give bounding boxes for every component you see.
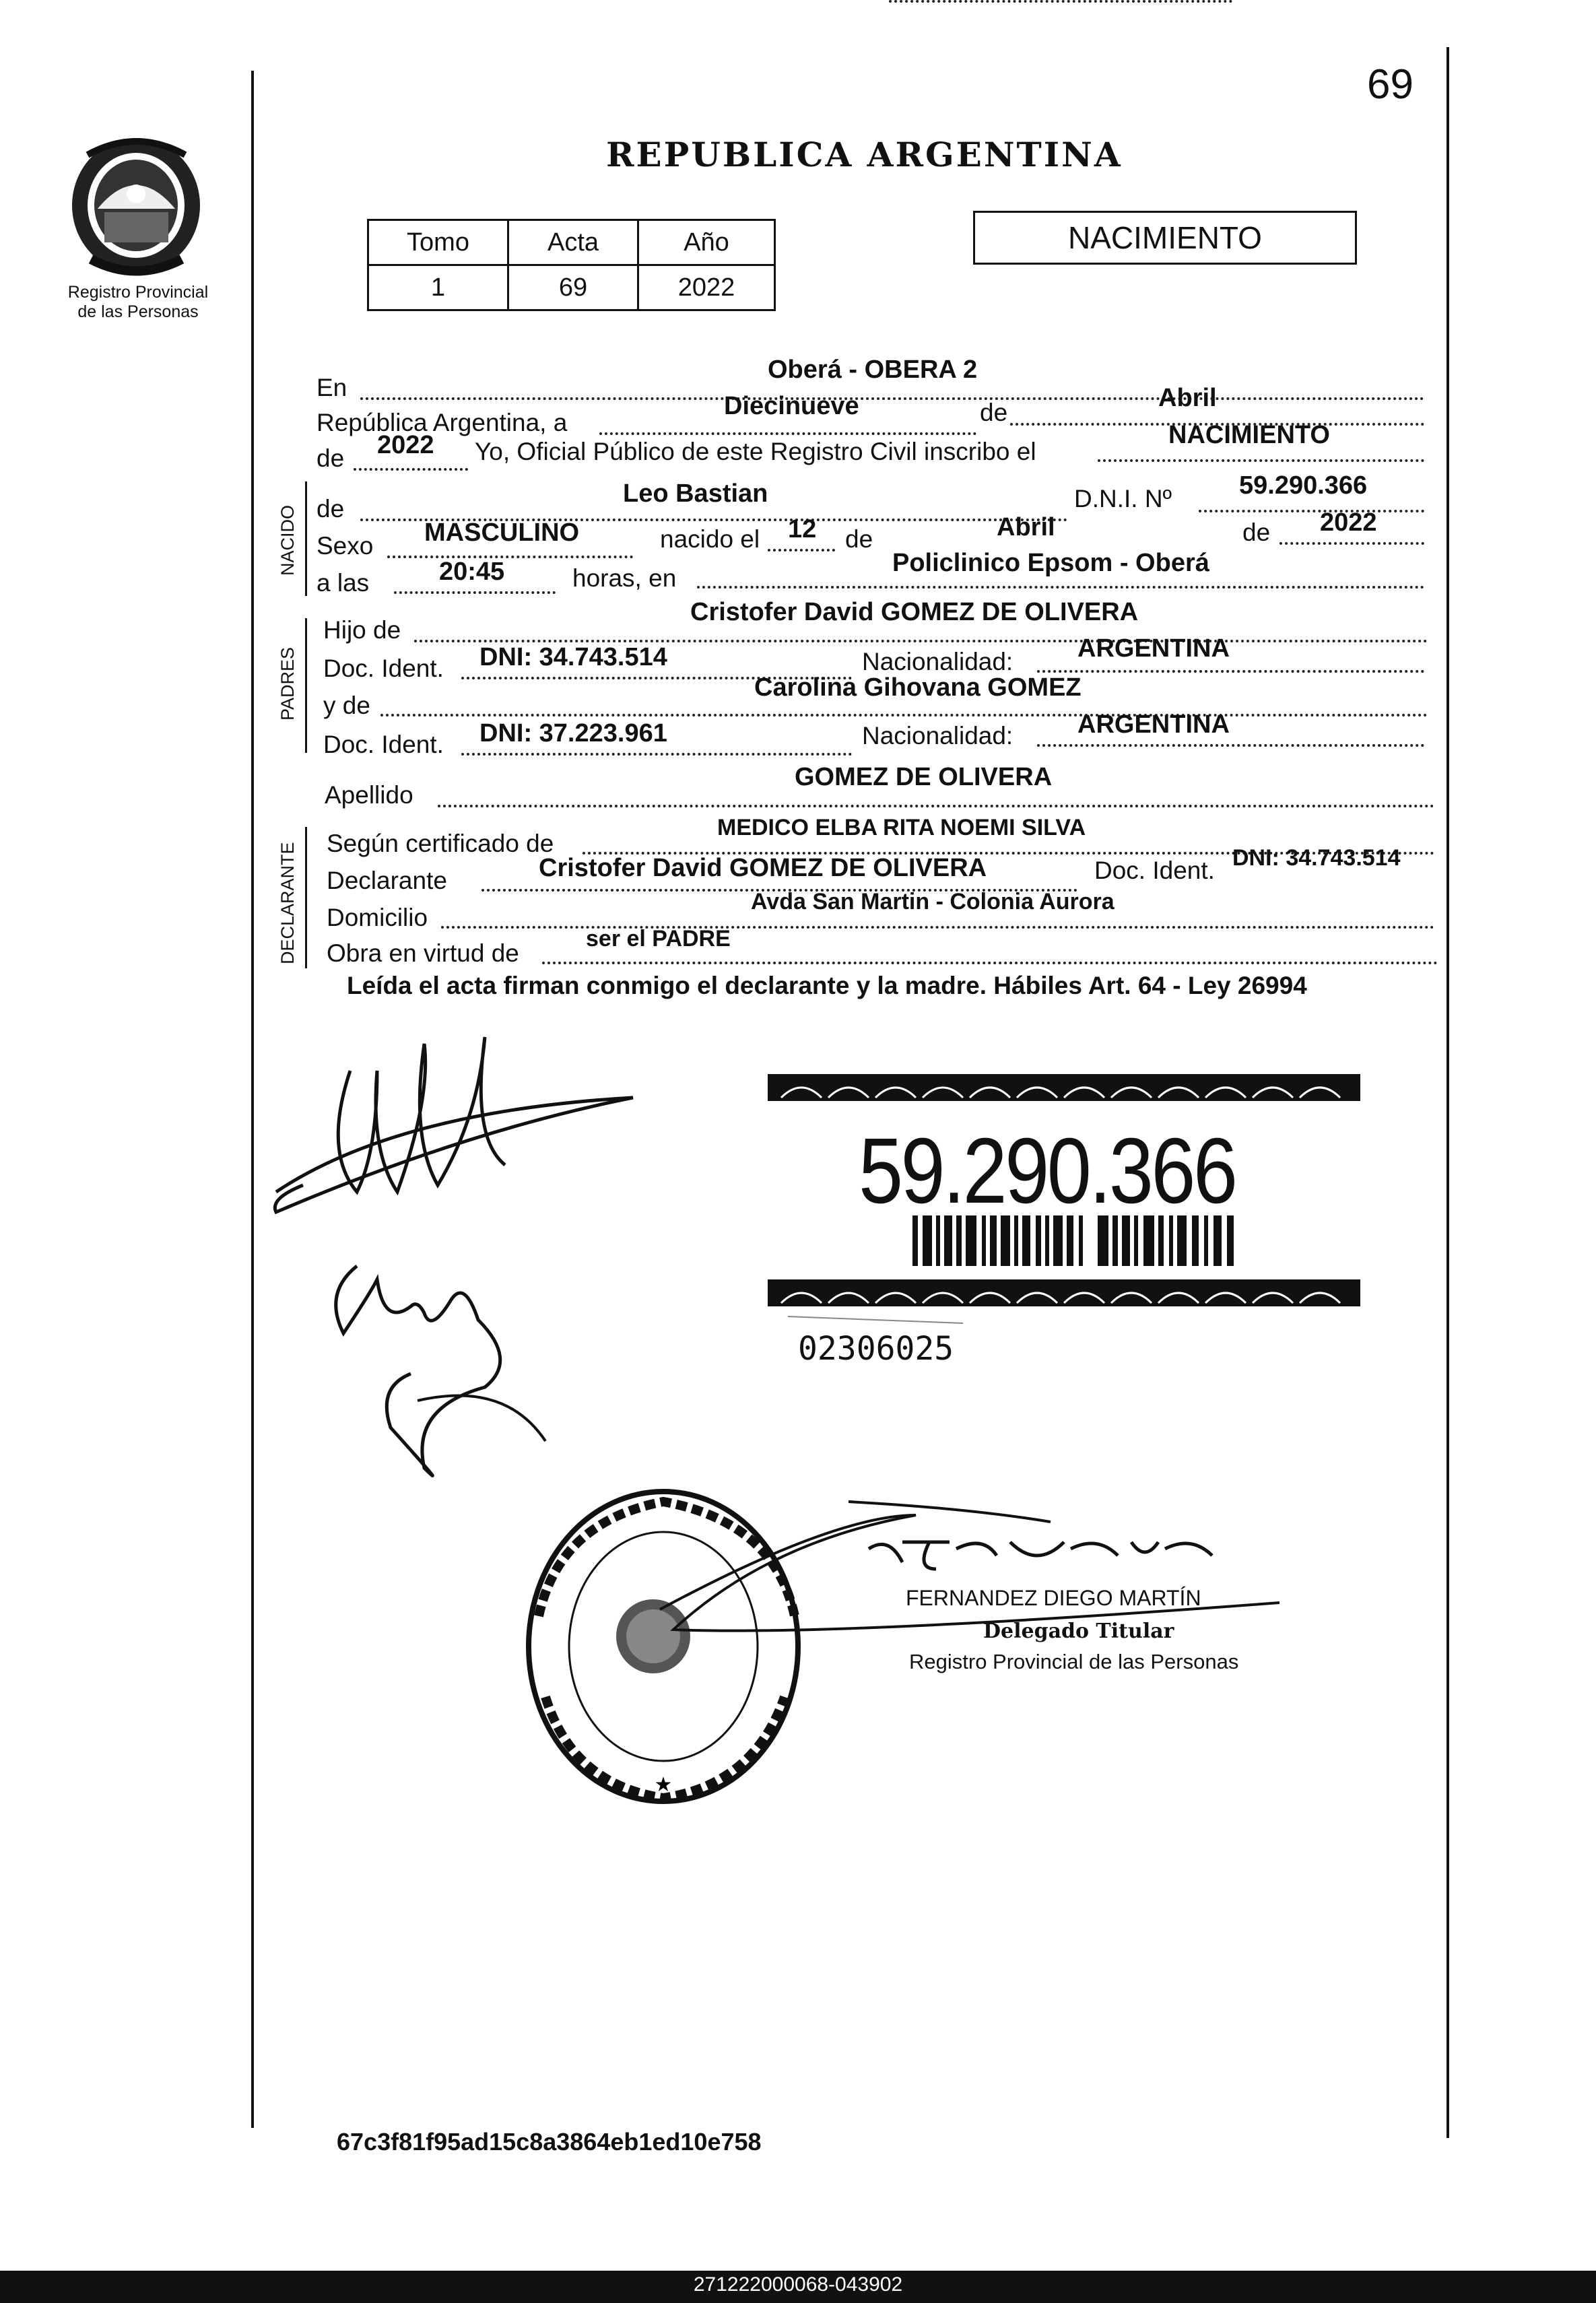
field-capacity: ser el PADRE [586,926,731,952]
field-place: Oberá - OBERA 2 [768,356,978,384]
declarant-signature-icon [263,1017,653,1246]
label-born-on: nacido el [660,525,760,553]
closing-text: Leída el acta firman conmigo el declarante y la madre. Hábiles Art. 64 - Ley 26994 [347,972,1307,999]
field-declarant-doc: DNI: 34.743.514 [1232,845,1401,871]
mother-signature-icon [317,1253,559,1495]
field-birth-year: 2022 [1320,508,1377,537]
label-sex: Sexo [317,532,374,560]
field-time: 20:45 [439,558,505,586]
field-mother-name: Carolina Gihovana GOMEZ [754,673,1082,702]
table-header-tomo: Tomo [368,220,508,265]
section-bar-nacido [305,481,307,596]
label-and-of: y de [323,692,370,719]
page-number: 69 [1367,61,1414,108]
act-table [367,219,776,311]
field-birth-month: Abril [997,513,1055,541]
officer-office: Registro Provincial de las Personas [909,1650,1239,1673]
field-birthplace: Policlinico Epsom - Oberá [892,549,1209,577]
table-cell-acta: 69 [508,265,638,310]
field-year: 2022 [377,431,434,459]
field-day-words: Diecinueve [724,392,859,420]
field-birth-day: 12 [788,515,817,543]
document-type: NACIMIENTO [973,211,1357,265]
country-title: REPUBLICA ARGENTINA [606,135,1123,174]
dni-sticker-serial: 02306025 [798,1330,954,1368]
document-hash: 67c3f81f95ad15c8a3864eb1ed10e758 [337,2128,762,2156]
officer-signature-icon [633,1488,1293,1657]
field-surname: GOMEZ DE OLIVERA [795,763,1053,791]
table-header-ano: Año [638,220,775,265]
section-label-declarante: DECLARANTE [277,842,298,964]
right-margin-rule [1447,47,1449,2138]
label-de-year: de [317,444,345,472]
field-father-doc: DNI: 34.743.514 [479,643,667,671]
registry-crest-icon [67,135,205,279]
field-act-kind: NACIMIENTO [1168,421,1330,449]
label-declarant-doc: Doc. Ident. [1094,857,1215,884]
label-republic: República Argentina, a [317,409,568,436]
field-mother-nationality: ARGENTINA [1077,710,1230,739]
section-label-nacido: NACIDO [277,504,298,576]
table-header-acta: Acta [508,220,638,265]
footer-code: 271222000068-043902 [693,2273,903,2296]
registry-name: Registro Provincial de las Personas [67,283,209,321]
section-bar-declarante [305,827,307,968]
label-officer: Yo, Oficial Público de este Registro Civil inscribo el [475,438,1036,465]
table-cell-ano: 2022 [638,265,775,310]
officer-role: Delegado Titular [983,1620,1174,1643]
field-certificate: MEDICO ELBA RITA NOEMI SILVA [717,815,1086,840]
label-father-doc: Doc. Ident. [323,655,444,682]
table-cell-tomo: 1 [368,265,508,310]
field-sex: MASCULINO [424,519,580,547]
svg-text:★: ★ [654,1773,673,1797]
label-en: En [317,374,347,401]
field-dni: 59.290.366 [1239,471,1368,500]
label-at: a las [317,569,370,597]
field-declarant: Cristofer David GOMEZ DE OLIVERA [539,854,987,882]
label-dni: D.N.I. Nº [1074,485,1172,512]
field-address: Avda San Martin - Colonia Aurora [751,889,1115,914]
label-birth-de: de [845,525,873,553]
field-name: Leo Bastian [623,479,768,508]
section-label-padres: PADRES [277,646,298,721]
label-hours: horas, en [572,564,677,592]
label-surname: Apellido [325,781,413,809]
label-mother-nationality: Nacionalidad: [862,722,1013,749]
field-father-nationality: ARGENTINA [1077,634,1230,663]
label-certificate: Según certificado de [327,830,554,857]
label-child-of: Hijo de [323,616,401,644]
label-father-nationality: Nacionalidad: [862,648,1013,675]
label-mother-doc: Doc. Ident. [323,731,444,758]
label-address: Domicilio [327,904,428,931]
label-de-name: de [317,495,345,523]
field-month: Abril [1158,384,1217,412]
section-bar-padres [305,618,307,753]
dni-sticker-number: 59.290.366 [859,1119,1236,1223]
label-declarant: Declarante [327,867,447,894]
label-de: de [980,399,1008,426]
officer-name: FERNANDEZ DIEGO MARTÍN [906,1586,1201,1610]
label-birth-year-de: de [1242,519,1271,546]
left-margin-rule [251,71,254,2128]
field-mother-doc: DNI: 37.223.961 [479,719,667,747]
label-capacity: Obra en virtud de [327,939,519,967]
field-father-name: Cristofer David GOMEZ DE OLIVERA [690,598,1139,626]
